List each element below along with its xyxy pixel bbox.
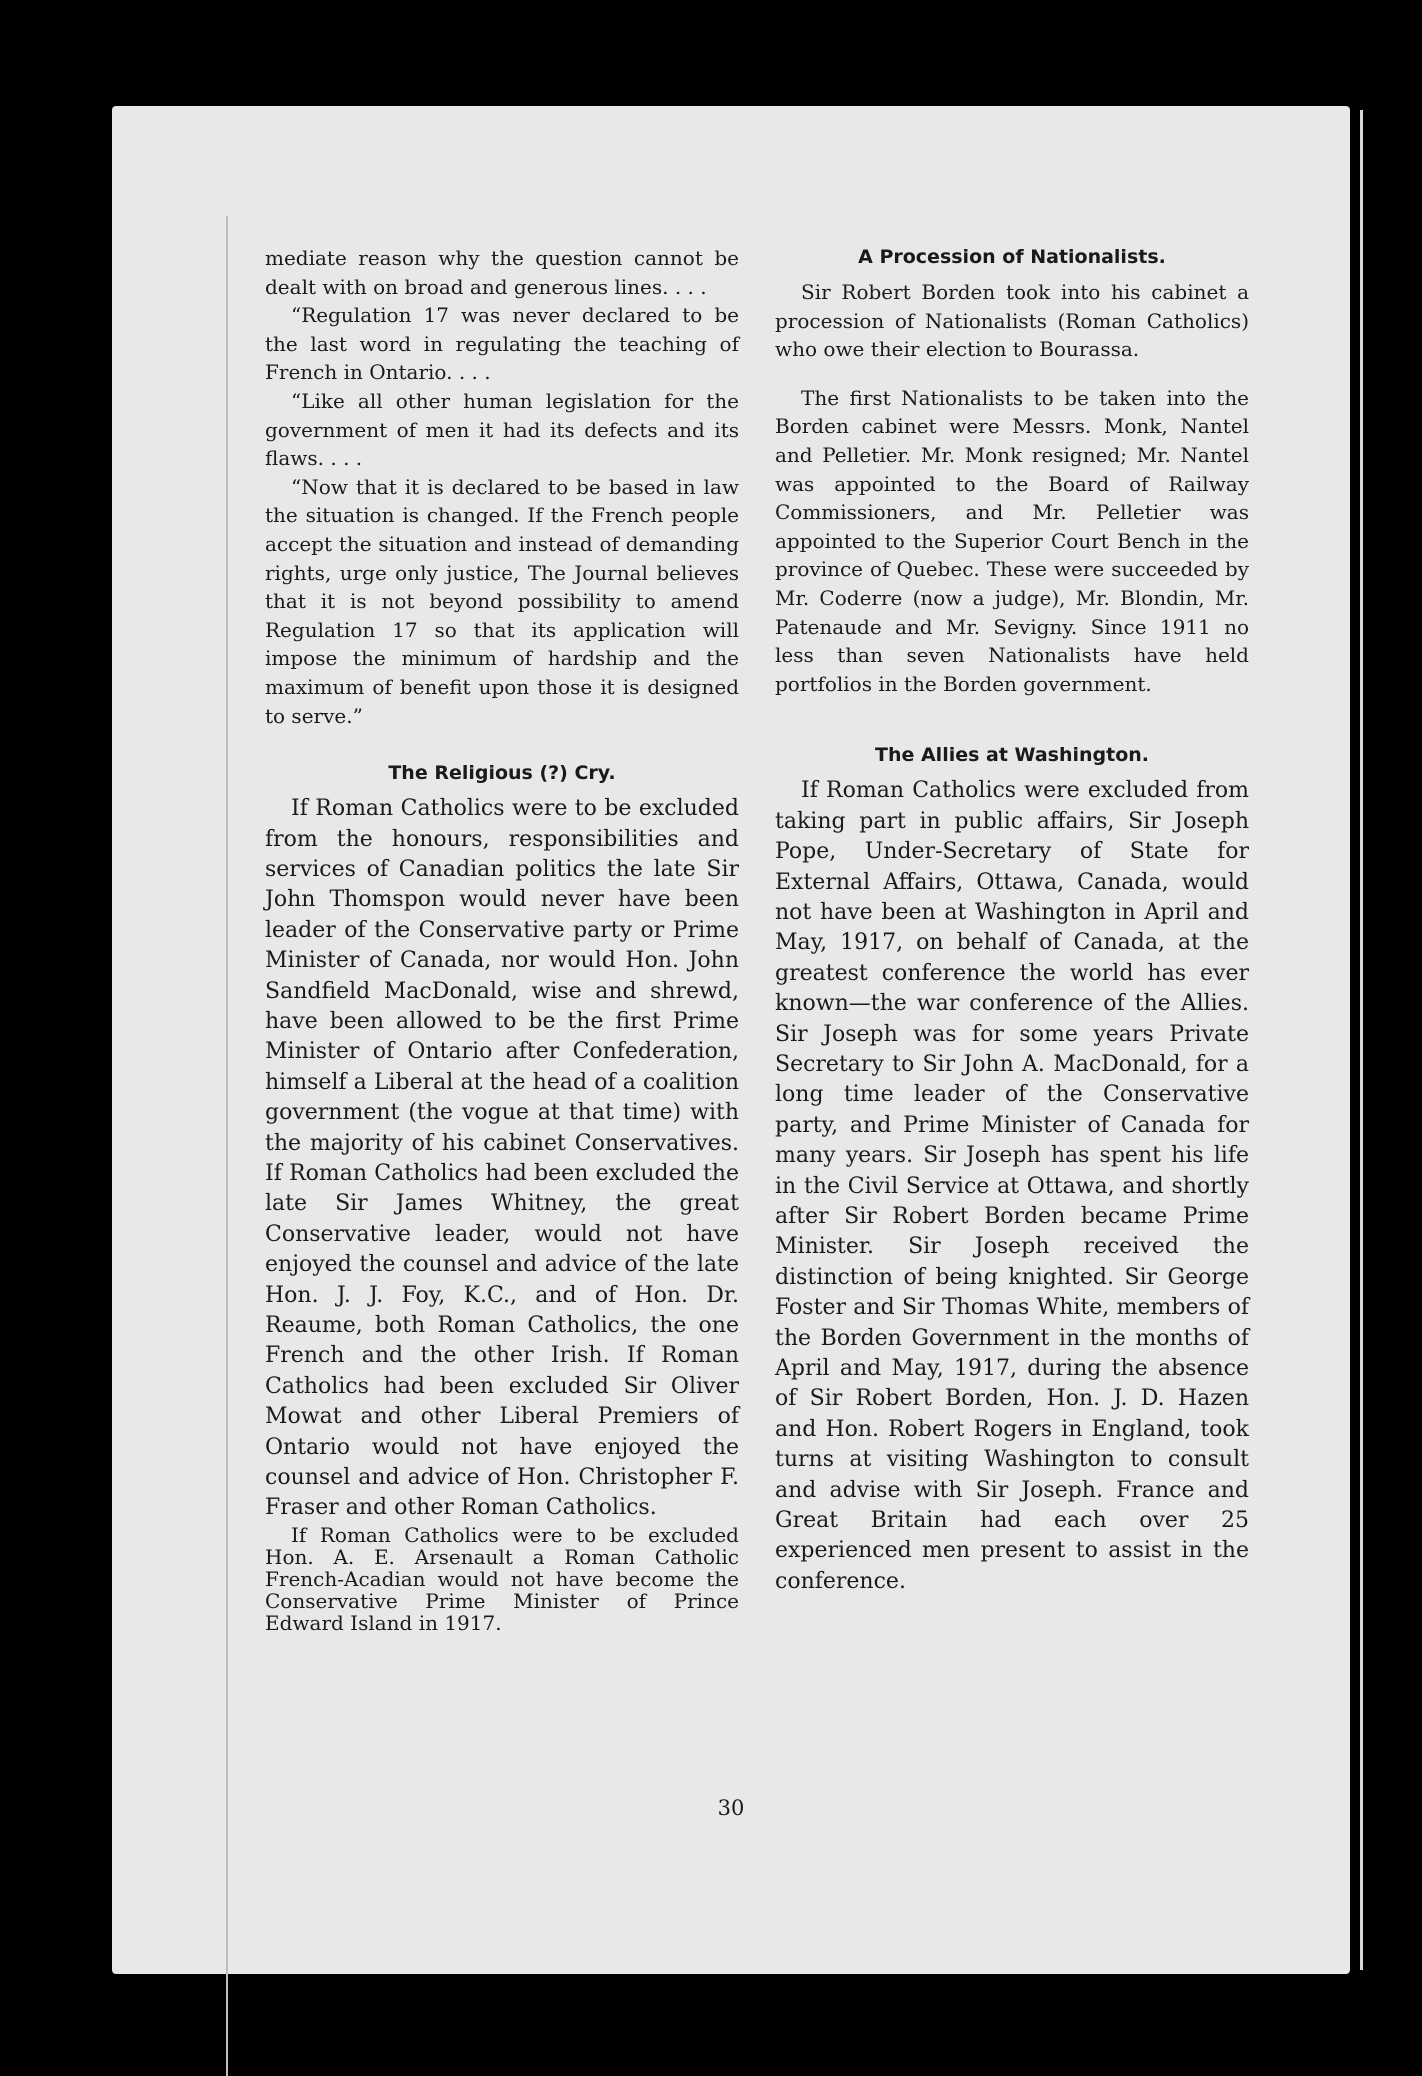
paragraph: The first Nationalists to be taken into the Borden cabinet were Messrs. Monk, Nantel and Pelletier. Mr. Monk resigned; Mr. Nantel was appointed to the Board of Railway Commissioners, and Mr. Pelletier was appointed to the Superior Court Bench in the province of Quebec. These were succeeded by Mr. Coderre (now a judge), Mr. Blondin, Mr. Patenaude and Mr. Sevigny. Since 1911 no less than seven Nationalists have held portfolios in the Borden government. [775,385,1249,696]
section-heading-allies: The Allies at Washington. [874,744,1149,767]
paragraph: If Roman Catholics were to be excluded from the honours, responsibilities and services of Canadian politics the late Sir John Thomspon would never have been leader of the Conservative party or Prime Minister of Canada, nor would Hon. John Sandfield MacDonald, wise and shrewd, have been allowed to be the first Prime Minister of Ontario after Confederation, himself a Liberal at the head of a coalition government (the vogue at that time) with the majority of his cabinet Conservatives. If Roman Catholics had been excluded the late Sir James Whitney, the great Conservative leader, would not have enjoyed the counsel and advice of the late Hon. J. J. Foy, K.C., and of Hon. Dr. Reaume, both Roman Catholics, the one French and the other Irish. If Roman Catholics had been excluded Sir Oliver Mowat and other Liberal Premiers of Ontario would not have enjoyed the counsel and advice of Hon. Christopher F. Fraser and other Roman Catholics. [265,796,739,1521]
next-page-edge [1360,110,1363,1970]
page-number: 30 [717,1796,745,1820]
right-column [775,244,1249,1597]
paragraph: “Regulation 17 was never declared to be the last word in regulating the teaching of French in Ontario. . . . [265,303,739,385]
paragraph: If Roman Catholics were excluded from taking part in public affairs, Sir Joseph Pope, Under-Secretary of State for External Affairs, Ottawa, Canada, would not have been at Washington in April and May, 1917, on behalf of Canada, at the greatest conference the world has ever known—the war conference of the Allies. Sir Joseph was for some years Private Secretary to Sir John A. MacDonald, for a long time leader of the Conservative party, and Prime Minister of Canada for many years. Sir Joseph has spent his life in the Civil Service at Ottawa, and shortly after Sir Robert Borden became Prime Minister. Sir Joseph received the distinction of being knighted. Sir George Foster and Sir Thomas White, members of the Borden Government in the months of April and May, 1917, during the absence of Sir Robert Borden, Hon. J. D. Hazen and Hon. Robert Rogers in England, took turns at visiting Washington to consult and advise with Sir Joseph. France and Great Britain had each over 25 experienced men present to assist in the conference. [775,778,1249,1594]
document-page [112,106,1350,1974]
section-heading-religious-cry: The Religious (?) Cry. [388,762,616,785]
paragraph: mediate reason why the question cannot be dealt with on broad and generous lines. . . . [265,246,739,299]
left-column [265,244,739,1634]
paragraph: “Like all other human legislation for the government of men it had its defects and its flaws. . . . [265,388,739,471]
paragraph: If Roman Catholics were to be excluded Hon. A. E. Arsenault a Roman Catholic French-Acadian would not have become the Conservative Prime Minister of Prince Edward Island in 1917. [265,1522,739,1635]
section-heading-procession: A Procession of Nationalists. [858,246,1166,268]
paragraph: Sir Robert Borden took into his cabinet a procession of Nationalists (Roman Catholics) who owe their election to Bourassa. [775,280,1249,362]
paragraph: “Now that it is declared to be based in law the situation is changed. If the French people accept the situation and instead of demanding rights, urge only justice, The Journal believes that it is not beyond possibility to amend Regulation 17 so that its application will impose the minimum of hardship and the maximum of benefit upon those it is designed to serve.” [265,474,739,728]
